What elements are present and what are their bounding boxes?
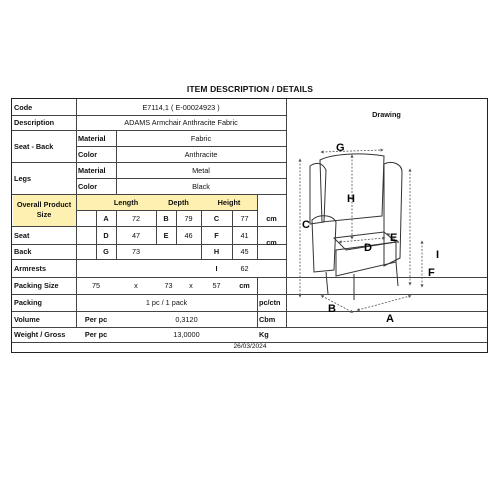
dim-value-h: 45	[240, 247, 249, 256]
dim-value-e: 46	[184, 230, 193, 240]
packing-size-label: Packing Size	[14, 281, 59, 290]
volume-value: 0,3120	[175, 314, 198, 324]
dim-letter-a: A	[103, 213, 109, 223]
dimension-c-letter: C	[302, 219, 310, 231]
packing-value: 1 pc / 1 pack	[145, 298, 188, 307]
dim-value-f: 41	[240, 230, 249, 240]
dim-value-g: 73	[131, 247, 141, 256]
overall-size-label	[12, 194, 76, 226]
dimension-a-letter: A	[386, 313, 394, 325]
packing-size-width: 73	[164, 281, 173, 290]
dimension-g-line	[322, 150, 382, 152]
dimension-g-letter: G	[336, 142, 345, 154]
armchair-left-arm	[312, 216, 336, 272]
dim-value-a: 72	[131, 213, 141, 223]
legs-color-label: Color	[78, 181, 98, 191]
dim-letter-i: I	[215, 263, 218, 273]
packing-size-sep-1: x	[134, 281, 138, 290]
page-title: ITEM DESCRIPTION / DETAILS	[186, 84, 314, 94]
legs-material-label: Material	[78, 165, 106, 175]
packing-size-length: 75	[91, 281, 101, 290]
dim-letter-d: D	[103, 230, 109, 240]
packing-label: Packing	[14, 298, 42, 307]
seat-back-color-label: Color	[78, 149, 98, 159]
dimension-d-letter: D	[364, 242, 372, 254]
weight-unit: Kg	[259, 330, 269, 339]
armrests-label: Armrests	[14, 263, 47, 273]
seat-back-color-value: Anthracite	[184, 149, 218, 159]
packing-size-height: 57	[212, 281, 221, 290]
depth-header: Depth	[168, 197, 189, 207]
legs-color-value: Black	[192, 181, 210, 191]
column-divider	[286, 99, 287, 327]
packing-size-sep-2: x	[189, 281, 193, 290]
weight-label: Weight / Gross	[14, 330, 66, 339]
dim-value-b: 79	[184, 213, 193, 223]
legs-material-value: Metal	[192, 165, 210, 175]
code-value: E7114,1 ( E-00024923 )	[142, 102, 220, 112]
back-unit: cm	[266, 238, 277, 247]
seat-back-material-value: Fabric	[190, 133, 212, 143]
dimension-d-line	[340, 238, 384, 242]
dimension-a-line	[358, 296, 410, 310]
dim-letter-f: F	[214, 230, 219, 240]
dimension-b-letter: B	[328, 303, 336, 315]
length-header: Length	[113, 197, 139, 207]
overall-unit: cm	[266, 213, 277, 223]
dimension-b-line	[322, 296, 352, 312]
dim-letter-h: H	[213, 247, 220, 256]
volume-unit: Cbm	[259, 314, 276, 324]
dimension-i-letter: I	[436, 249, 440, 261]
dim-value-c: 77	[240, 213, 249, 223]
dim-value-i: 62	[240, 263, 249, 273]
weight-value: 13,0000	[173, 330, 200, 339]
dimension-h-letter: H	[347, 193, 355, 205]
description-label: Description	[14, 118, 55, 127]
dim-letter-b: B	[163, 213, 169, 223]
height-header: Height	[217, 197, 241, 207]
dimension-e-letter: E	[390, 232, 398, 244]
weight-per: Per pc	[84, 330, 108, 339]
armchair-left-wing	[310, 163, 326, 224]
armchair-outline	[310, 154, 402, 300]
document-date: 26/03/2024	[233, 343, 267, 350]
armchair-right-arm	[384, 162, 402, 266]
armchair-drawing	[292, 130, 452, 330]
seat-dims-label: Seat	[14, 230, 30, 240]
dim-letter-g: G	[103, 247, 109, 256]
code-label: Code	[14, 102, 33, 112]
description-value: ADAMS Armchair Anthracite Fabric	[124, 118, 238, 127]
armchair-leg-back-right	[396, 262, 398, 286]
dim-value-d: 47	[131, 230, 141, 240]
dim-letter-c: C	[213, 213, 220, 223]
back-dims-label: Back	[14, 247, 32, 256]
legs-label: Legs	[14, 173, 32, 183]
packing-unit: pc/ctn	[259, 298, 281, 307]
overall-size-label-text: Overall Product Size	[16, 200, 72, 219]
drawing-label: Drawing	[372, 110, 401, 119]
volume-per: Per pc	[84, 314, 108, 324]
seat-back-label: Seat - Back	[14, 141, 54, 151]
seat-back-material-label: Material	[78, 133, 106, 143]
dimension-f-letter: F	[428, 267, 435, 279]
volume-label: Volume	[14, 314, 40, 324]
armchair-leg-front-left	[326, 272, 328, 294]
dim-letter-e: E	[163, 230, 169, 240]
packing-size-unit: cm	[239, 281, 250, 290]
